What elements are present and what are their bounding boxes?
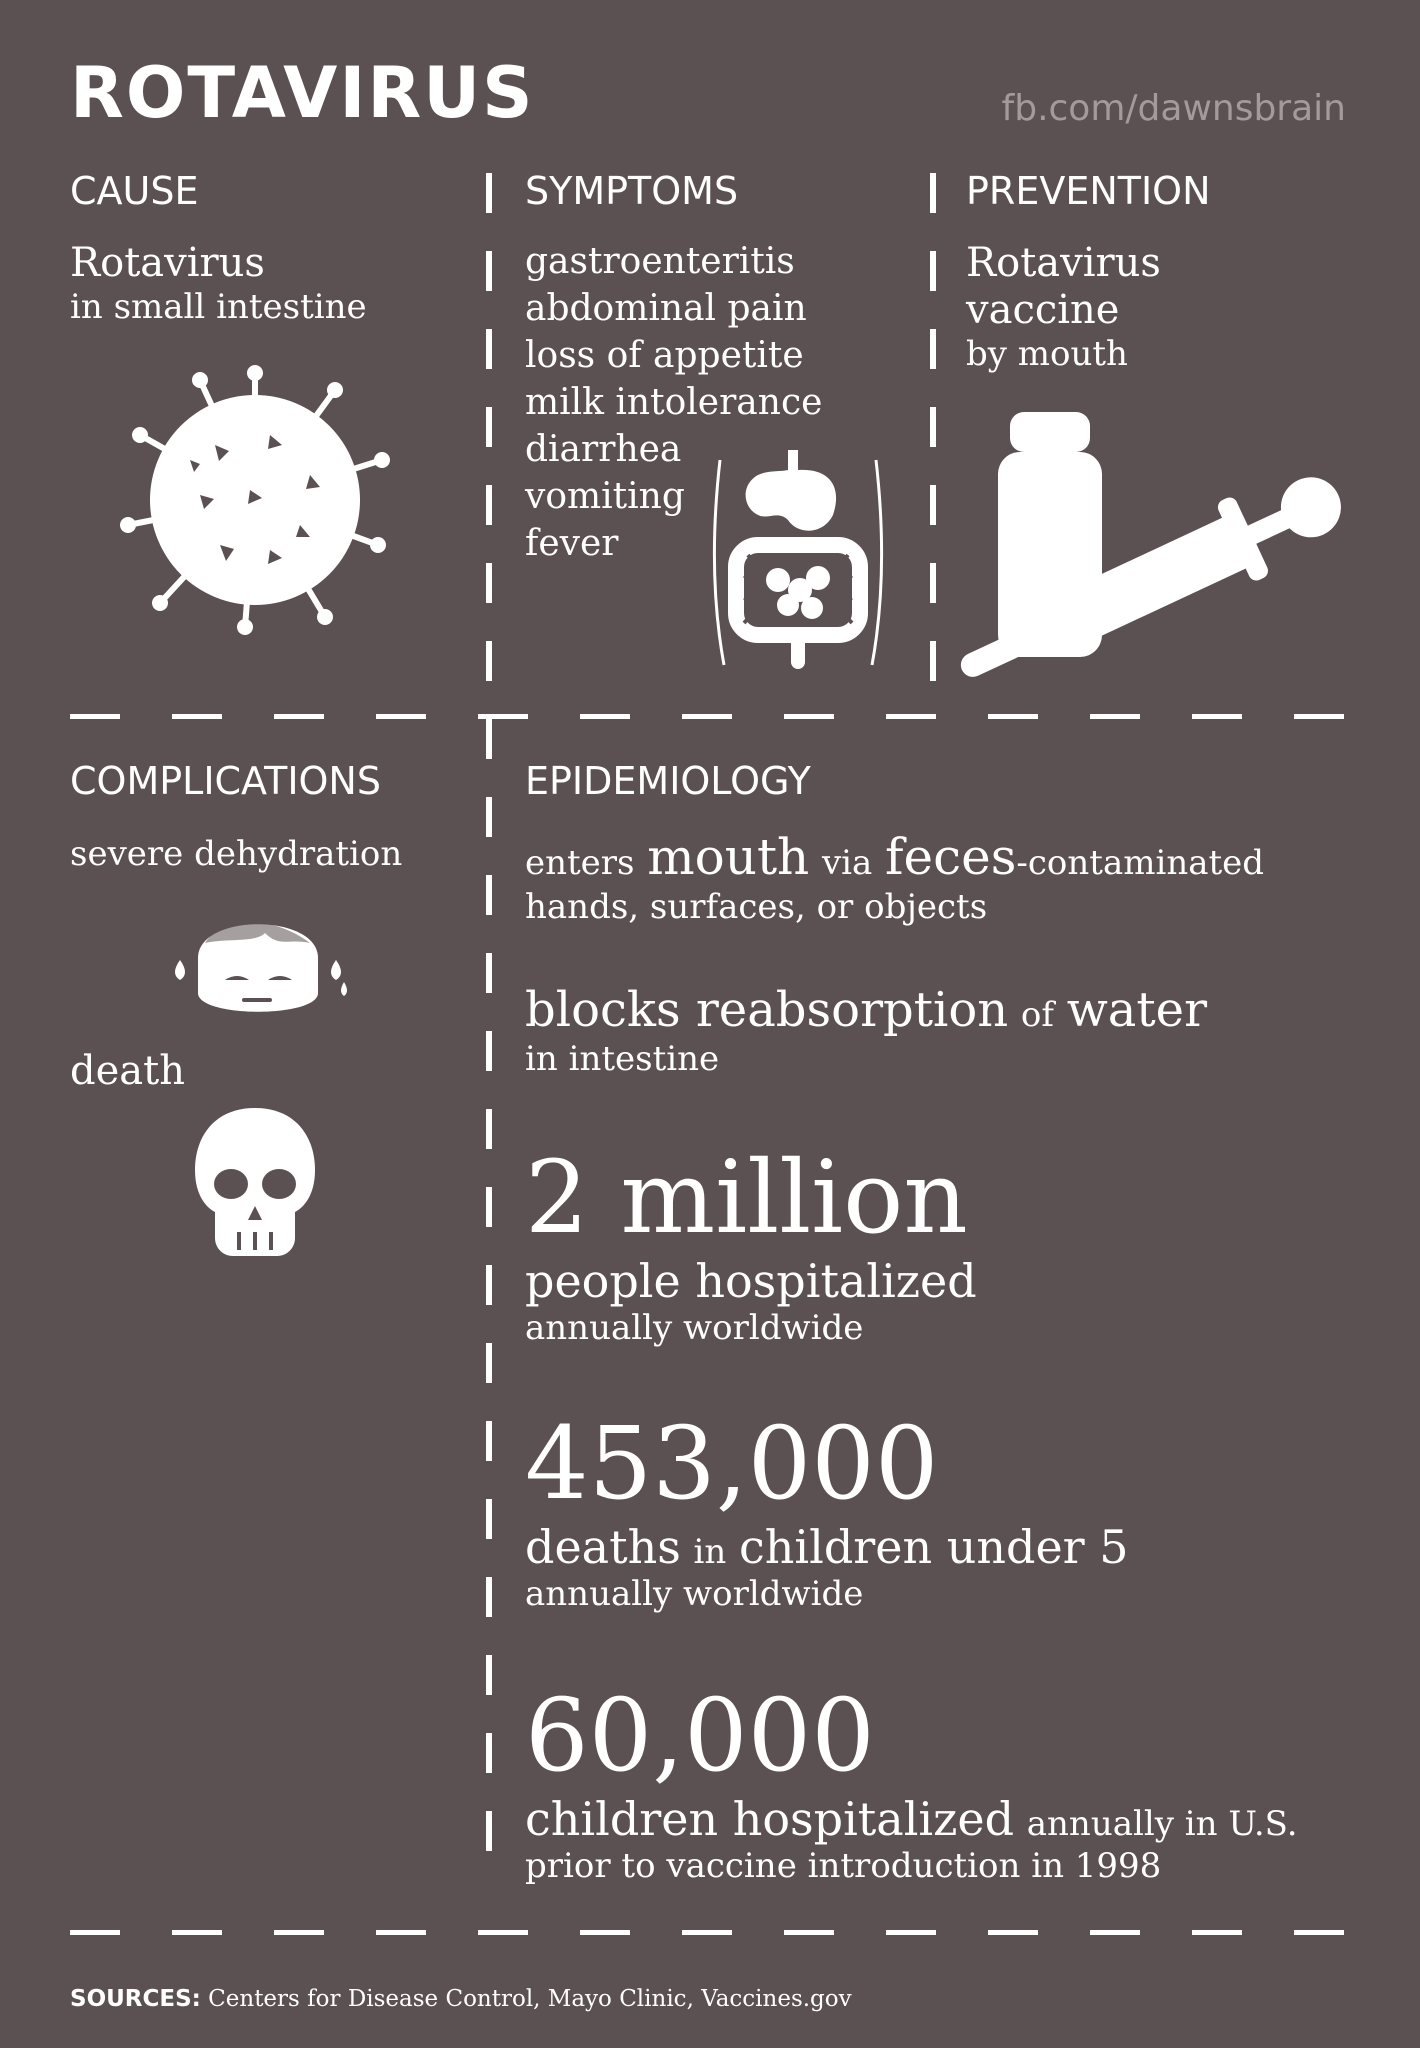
cause-line-1: Rotavirus [70,240,265,286]
prevention-line-2: vaccine [966,287,1120,334]
complication-death: death [70,1048,185,1094]
stat-hospitalized-worldwide [525,1139,977,1349]
stat-keyword: children hospitalized [525,1792,1015,1846]
cause-text [70,240,367,327]
fact-word: via [821,843,873,883]
sources-label: SOURCES: [70,1986,201,2012]
list-item: vomiting [525,476,685,517]
stat-line-2: prior to vaccine introduction in 1998 [525,1846,1162,1887]
complication-dehydration: severe dehydration [70,834,403,874]
fact-keyword-blocks: blocks reabsorption [525,982,1009,1038]
list-item: milk intolerance [525,382,823,423]
skull-icon [195,1108,315,1256]
fact-word: -contaminated [1016,843,1265,883]
stat-line-2: annually worldwide [525,1308,864,1349]
prevention-text [966,240,1161,374]
digestive-system-icon [708,440,888,670]
complications-heading: COMPLICATIONS [70,759,381,803]
prevention-heading: PREVENTION [966,169,1211,213]
stat-child-deaths [525,1405,1129,1615]
fact-keyword-mouth: mouth [647,828,810,886]
page-title: ROTAVIRUS [70,52,535,134]
prevention-line-1: Rotavirus [966,240,1161,286]
crying-face-icon [160,898,355,1023]
fact-line-2: hands, surfaces, or objects [525,887,988,927]
list-item: fever [525,523,619,564]
stat-line-1: people hospitalized [525,1254,977,1308]
list-item: abdominal pain [525,288,807,329]
stat-line-2: annually worldwide [525,1574,864,1615]
epidemiology-fact-transmission [525,828,1264,927]
credit-link[interactable]: fb.com/dawnsbrain [1001,88,1346,129]
prevention-line-3: by mouth [966,334,1128,375]
sources-note [70,1986,852,2012]
stat-keyword: children under 5 [739,1520,1129,1574]
fact-keyword-feces: feces [885,828,1017,886]
cause-line-2: in small intestine [70,287,367,328]
stat-number: 2 million [525,1139,968,1256]
stat-number: 453,000 [525,1405,939,1522]
stat-us-hospitalized [525,1677,1298,1887]
vertical-divider-right [930,173,936,718]
cause-heading: CAUSE [70,169,199,213]
stat-number: 60,000 [525,1677,875,1794]
list-item: diarrhea [525,429,682,470]
horizontal-divider-bottom [70,1930,1350,1935]
symptoms-heading: SYMPTOMS [525,169,739,213]
list-item: gastroenteritis [525,241,795,282]
fact-word: of [1020,995,1054,1035]
stat-keyword: deaths [525,1520,681,1574]
sources-text: Centers for Disease Control, Mayo Clinic, Vaccines.gov [208,1986,852,2012]
list-item: loss of appetite [525,335,804,376]
stat-word: annually in U.S. [1026,1804,1298,1844]
stat-word: in [693,1532,727,1572]
fact-line-2: in intestine [525,1038,720,1079]
fact-word: enters [525,843,635,883]
vaccine-icon [950,412,1355,677]
vertical-divider-left [486,173,492,1885]
epidemiology-fact-mechanism [525,982,1207,1079]
fact-keyword-water: water [1066,982,1208,1038]
epidemiology-heading: EPIDEMIOLOGY [525,759,811,803]
horizontal-divider-middle [70,714,1350,719]
virus-icon [120,365,390,635]
